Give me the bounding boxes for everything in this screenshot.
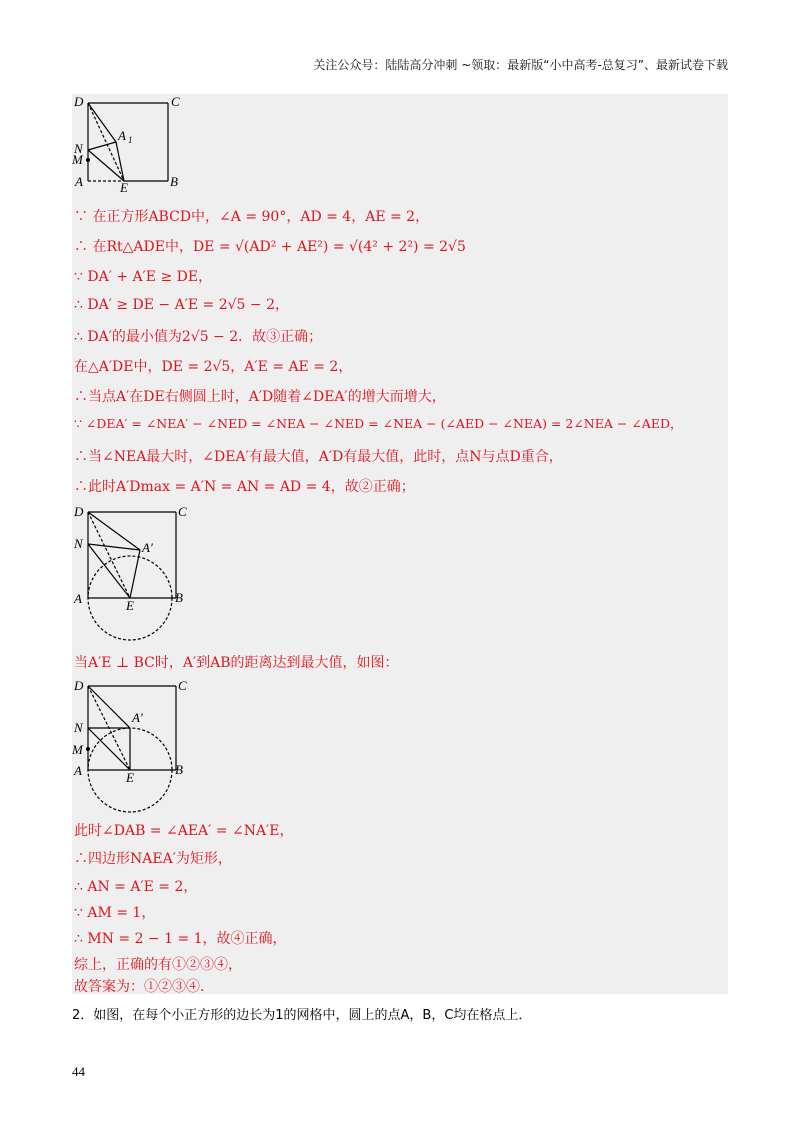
label-M: M	[72, 742, 83, 757]
label-A-prime: A′	[142, 540, 153, 555]
label-C: C	[178, 504, 187, 519]
line-3: ∵ DA′ + A′E ≥ DE，	[74, 269, 213, 285]
line-14: ∵ AM = 1，	[74, 905, 156, 921]
label-B: B	[175, 762, 183, 777]
line-10: ∴此时A′Dmax = A′N = AN = AD = 4，故②正确；	[74, 479, 415, 495]
answer-line: 故答案为：①②③④．	[74, 979, 214, 995]
label-A1: A	[118, 128, 126, 143]
label-N: N	[74, 720, 83, 735]
figure-2	[72, 502, 202, 642]
label-D: D	[74, 678, 84, 693]
line-16: 综上，正确的有①②③④，	[74, 957, 242, 973]
line-13: ∴ AN = A′E = 2，	[74, 879, 198, 895]
line-12: ∴四边形NAEA′为矩形，	[74, 851, 232, 867]
label-C: C	[171, 94, 180, 109]
label-D: D	[74, 94, 84, 109]
line-15: ∴ MN = 2 − 1 = 1，故④正确，	[74, 931, 287, 947]
label-E: E	[126, 770, 134, 785]
label-A: A	[74, 591, 82, 606]
line-11: 此时∠DAB = ∠AEA′ = ∠NA′E，	[74, 823, 294, 839]
label-N: N	[74, 536, 83, 551]
line-9: ∴当∠NEA最大时，∠DEA′有最大值，A′D有最大值，此时，点N与点D重合，	[74, 449, 563, 465]
line-5: ∴ DA′的最小值为2√5 − 2．故③正确；	[74, 329, 323, 345]
line-4: ∴ DA′ ≥ DE − A′E = 2√5 − 2，	[74, 297, 289, 313]
label-A1-subscript: 1	[128, 135, 133, 145]
figure-1	[72, 94, 192, 194]
line-7: ∴当点A′在DE右侧圆上时，A′D随着∠DEA′的增大而增大，	[74, 389, 446, 405]
label-C: C	[178, 678, 187, 693]
page-header: 关注公众号：陆陆高分冲刺 ~领取：最新版“小中高考-总复习”、最新试卷下载	[313, 58, 728, 72]
label-D: D	[74, 504, 84, 519]
figure-3	[72, 676, 202, 816]
label-A-prime: A′	[132, 710, 143, 725]
label-A: A	[74, 763, 82, 778]
label-N: N	[74, 141, 83, 156]
question-2: 2．如图，在每个小正方形的边长为1的网格中，圆上的点A，B，C均在格点上．	[72, 1008, 532, 1023]
label-E: E	[120, 180, 128, 194]
label-B: B	[175, 590, 183, 605]
label-B: B	[170, 174, 178, 189]
line-6: 在△A′DE中，DE = 2√5，A′E = AE = 2，	[74, 359, 353, 375]
label-A: A	[75, 174, 83, 189]
page-number: 44	[72, 1064, 85, 1079]
label-E: E	[126, 598, 134, 613]
line-1: ∵ 在正方形ABCD中，∠A = 90°，AD = 4，AE = 2，	[74, 209, 430, 225]
line-2: ∴ 在Rt△ADE中，DE = √(AD² + AE²) = √(4² + 2²) = 2√5	[74, 239, 466, 255]
line-mid: 当A′E ⊥ BC时，A′到AB的距离达到最大值，如图：	[74, 655, 399, 671]
label-M: M	[72, 152, 83, 167]
line-8: ∵ ∠DEA′ = ∠NEA′ − ∠NED = ∠NEA − ∠NED = ∠NEA − (∠AED − ∠NEA) = 2∠NEA − ∠AED，	[74, 416, 683, 431]
